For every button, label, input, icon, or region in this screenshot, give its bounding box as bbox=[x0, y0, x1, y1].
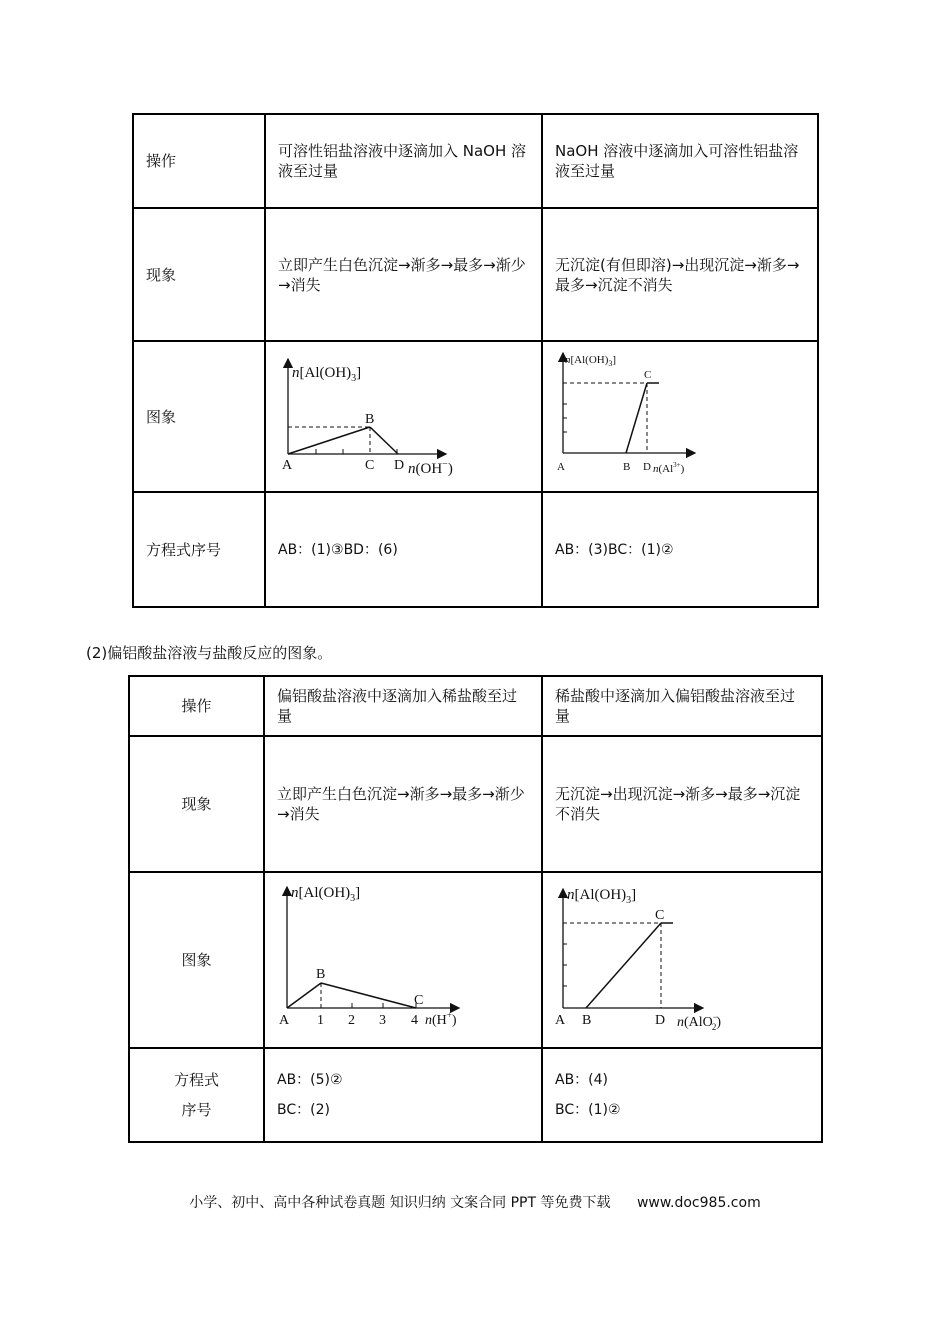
y-axis-label: $n[Al(OH)_3]$ bbox=[565, 353, 617, 368]
graph-alcl3-naoh bbox=[266, 347, 536, 487]
point-a: A bbox=[555, 1013, 566, 1028]
row-label-operation: 操作 bbox=[129, 676, 264, 736]
footer-url[interactable]: www.doc985.com bbox=[636, 1195, 761, 1211]
point-d: D bbox=[643, 460, 651, 473]
row-label-equation-line2: 序号 bbox=[181, 1101, 212, 1119]
row-label-graph: 图象 bbox=[129, 872, 264, 1048]
cell-phenomenon-1: 立即产生白色沉淀→渐多→最多→渐少→消失 bbox=[265, 208, 542, 341]
cell-graph-1 bbox=[265, 341, 542, 492]
tick-label-2: 2 bbox=[348, 1013, 355, 1028]
x-axis-label: n(H+) bbox=[425, 1010, 457, 1028]
cell-graph-1 bbox=[264, 872, 542, 1048]
cell-phenomenon-1: 立即产生白色沉淀→渐多→最多→渐少→消失 bbox=[264, 736, 542, 872]
point-a: A bbox=[282, 457, 293, 473]
x-axis-label: $n(Al^{3+})$ bbox=[653, 460, 685, 475]
footer bbox=[0, 1192, 950, 1212]
cell-operation-2: NaOH 溶液中逐滴加入可溶性铝盐溶液至过量 bbox=[542, 114, 818, 208]
cell-graph-2 bbox=[542, 872, 822, 1048]
point-b: B bbox=[365, 411, 375, 427]
point-a: A bbox=[557, 460, 565, 473]
table-aluminate-hcl bbox=[128, 675, 823, 1143]
equation-ab: AB：(5)② bbox=[277, 1072, 343, 1088]
y-axis-label: $n[Al(OH)_3]$ bbox=[567, 887, 637, 906]
cell-graph-2 bbox=[542, 341, 818, 492]
point-c: C bbox=[365, 457, 375, 473]
cell-equation-1: AB：(1)③BD：(6) bbox=[265, 492, 542, 607]
line-bc bbox=[321, 983, 416, 1008]
point-d: D bbox=[655, 1013, 666, 1028]
row-label-phenomenon: 现象 bbox=[129, 736, 264, 872]
graph-naoh-alcl3 bbox=[543, 347, 813, 487]
cell-operation-1: 可溶性铝盐溶液中逐滴加入 NaOH 溶液至过量 bbox=[265, 114, 542, 208]
graph-aluminate-hcl bbox=[265, 875, 541, 1045]
y-axis-label: $n[Al(OH)_3]$ bbox=[291, 885, 361, 904]
section-caption: (2)偏铝酸盐溶液与盐酸反应的图象。 bbox=[86, 644, 333, 662]
tick-label-1: 1 bbox=[317, 1013, 324, 1028]
row-label-operation: 操作 bbox=[133, 114, 265, 208]
graph-hcl-aluminate bbox=[543, 875, 821, 1045]
line-ab bbox=[288, 427, 370, 454]
cell-equation-2: AB：(3)BC：(1)② bbox=[542, 492, 818, 607]
point-c: C bbox=[414, 993, 424, 1008]
cell-operation-1: 偏铝酸盐溶液中逐滴加入稀盐酸至过量 bbox=[264, 676, 542, 736]
point-b: B bbox=[316, 967, 326, 982]
cell-equation-1 bbox=[264, 1048, 542, 1142]
row-label-equation-line1: 方程式 bbox=[173, 1071, 219, 1089]
cell-equation-2 bbox=[542, 1048, 822, 1142]
row-label-graph: 图象 bbox=[133, 341, 265, 492]
x-axis-label: n(AlO− 2) bbox=[677, 1012, 722, 1032]
point-c: C bbox=[644, 368, 652, 381]
line-bc bbox=[626, 383, 647, 453]
point-b: B bbox=[623, 460, 631, 473]
y-axis-label: $n[Al(OH)_3]$ bbox=[292, 364, 362, 384]
equation-ab: AB：(4) bbox=[555, 1072, 609, 1088]
table-aluminum-salt-naoh bbox=[132, 113, 819, 608]
line-ab bbox=[287, 983, 321, 1008]
row-label-phenomenon: 现象 bbox=[133, 208, 265, 341]
footer-text: 小学、初中、高中各种试卷真题 知识归纳 文案合同 PPT 等免费下载 bbox=[189, 1195, 611, 1211]
equation-bc: BC：(2) bbox=[277, 1102, 330, 1118]
equation-bc: BC：(1)② bbox=[555, 1102, 621, 1118]
cell-phenomenon-2: 无沉淀→出现沉淀→渐多→最多→沉淀不消失 bbox=[542, 736, 822, 872]
x-axis-label: n(OH−) bbox=[408, 458, 453, 477]
point-a: A bbox=[279, 1013, 290, 1028]
line-bc bbox=[586, 923, 661, 1008]
point-d: D bbox=[394, 457, 405, 473]
cell-phenomenon-2: 无沉淀(有但即溶)→出现沉淀→渐多→最多→沉淀不消失 bbox=[542, 208, 818, 341]
row-label-equation: 方程式序号 bbox=[133, 492, 265, 607]
point-c: C bbox=[655, 908, 665, 923]
point-b: B bbox=[582, 1013, 592, 1028]
row-label-equation bbox=[129, 1048, 264, 1142]
tick-label-4: 4 bbox=[411, 1013, 418, 1028]
line-bd bbox=[370, 427, 398, 454]
tick-label-3: 3 bbox=[379, 1013, 386, 1028]
cell-operation-2: 稀盐酸中逐滴加入偏铝酸盐溶液至过量 bbox=[542, 676, 822, 736]
